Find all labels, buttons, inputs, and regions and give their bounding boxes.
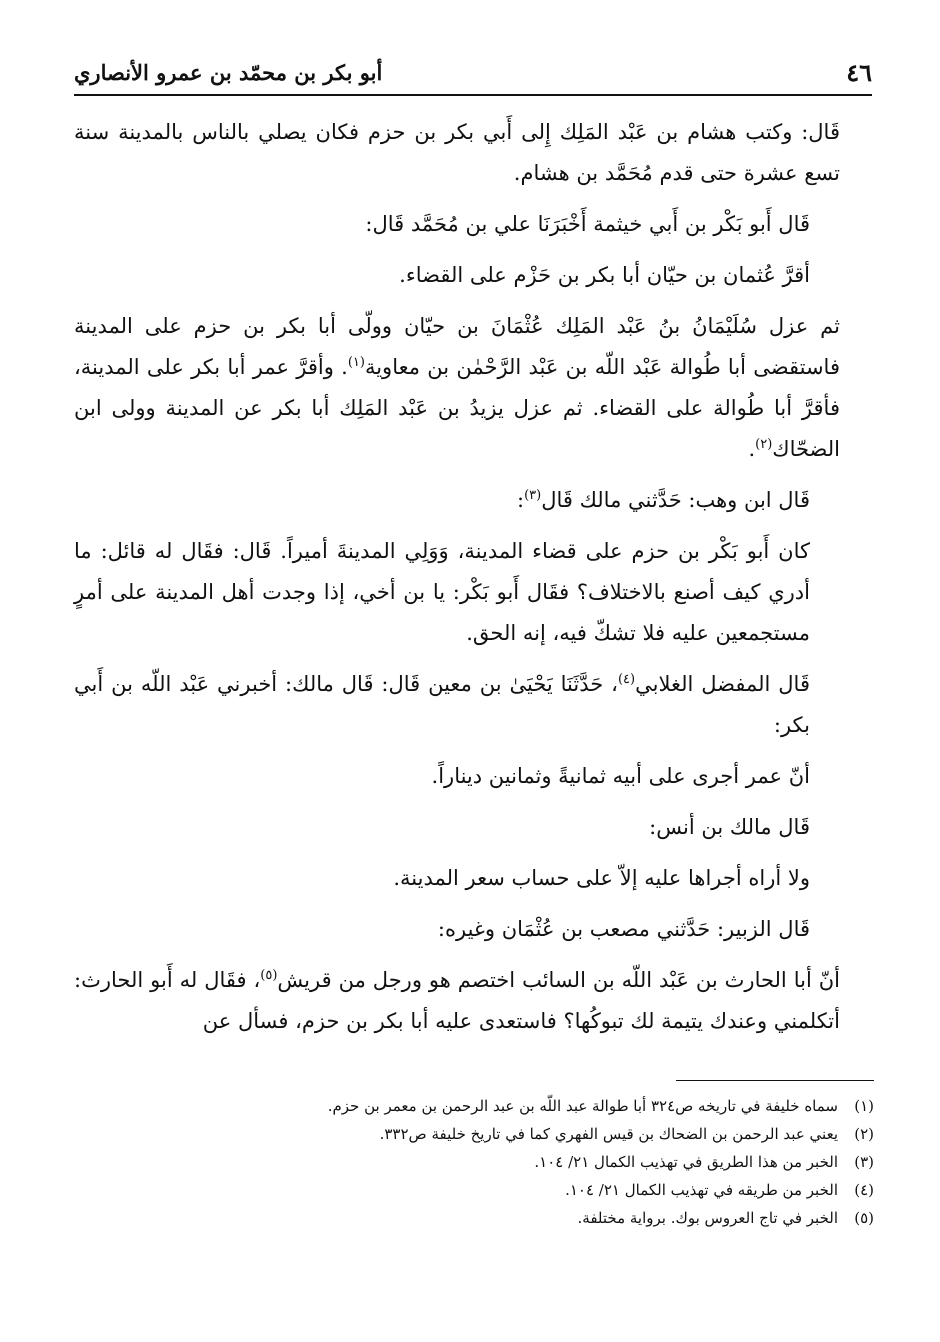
paragraph: أنّ أبا الحارث بن عَبْد اللّه بن السائب اختصم هو ورجل من قريش$^{(٥)}$، فقَال له أَبو الحارث: أتكلمني وعندك يتيمة لك تبوكُها؟ فاستعدى عليه أبا بكر بن حزم، فسأل عن (74, 968, 840, 1033)
page-header (74, 52, 872, 96)
footnote-ref: (٥) (260, 968, 278, 983)
page-number: ٤٦ (846, 58, 872, 87)
paragraph: أقرَّ عُثمان بن حيّان أبا بكر بن حَزْم على القضاء. (399, 263, 810, 287)
footnote-ref: (٣) (524, 488, 542, 503)
paragraph: قَال مالك بن أنس: (649, 815, 810, 839)
footnotes (74, 1092, 874, 1232)
running-title: أبو بكر بن محمّد بن عمرو الأنصاري (74, 60, 383, 85)
footnote: (١) سماه خليفة في تاريخه ص٣٢٤ أبا طوالة عبد اللّه بن عبد الرحمن بن معمر بن حزم. (327, 1097, 874, 1115)
paragraph: قَال: وكتب هشام بن عَبْد المَلِك إِلى أَبي بكر بن حزم فكان يصلي بالناس بالمدينة سنة تسع عشرة حتى قدم مُحَمَّد بن هشام. (74, 120, 840, 185)
paragraph: قَال الزبير: حَدَّثني مصعب بن عُثْمَان وغيره: (437, 917, 810, 941)
footnote: (٣) الخبر من هذا الطريق في تهذيب الكمال ٢١/ ١٠٤. (534, 1153, 874, 1171)
header-rule (74, 94, 872, 96)
footnote-ref: (٤) (617, 672, 636, 687)
main-text (74, 112, 872, 1052)
paragraph: ثم عزل سُلَيْمَانُ بنُ عَبْد المَلِك عُثْمَانَ بن حيّان وولّى أبا بكر بن حزم على المدينة فاستقضى أبا طُوالة عَبْد اللّه بن عَبْد الرَّحْمٰن بن معاوية$^{(١)}$. وأقرَّ عمر أبا بكر على المدينة، فأقرَّ أبا طُوالة على القضاء. ثم عزل يزيدُ بن عَبْد المَلِك أبا بكر عن المدينة وولى ابن الضحّاك$^{(٢)}$. (74, 314, 840, 461)
footnote-ref: (١) (347, 355, 365, 370)
footnote: (٢) يعني عبد الرحمن بن الضحاك بن قيس الفهري كما في تاريخ خليفة ص٣٣٢. (379, 1125, 874, 1143)
footnote: (٤) الخبر من طريقه في تهذيب الكمال ٢١/ ١٠٤. (565, 1181, 874, 1199)
paragraph: ولا أراه أجراها عليه إلاّ على حساب سعر المدينة. (393, 866, 810, 890)
paragraph: قَال أَبو بَكْر بن أَبي خيثمة أَخْبَرَنَا علي بن مُحَمَّد قَال: (365, 212, 810, 236)
paragraph: كان أَبو بَكْر بن حزم على قضاء المدينة، وَوَلِي المدينةَ أميراً. قَال: فقَال له قائل: ما أدري كيف أصنع بالاختلاف؟ فقَال أَبو بَكْر: يا بن أخي، إذا وجدت أهل المدينة على أمرٍ مستجمعين عليه فلا تشكّ فيه، إنه الحق. (74, 539, 810, 645)
paragraph: قَال ابن وهب: حَدَّثني مالك قَال$^{(٣)}$: (517, 488, 810, 512)
footnote-rule (676, 1080, 874, 1081)
paragraph: قَال المفضل الغلابي$^{(٤)}$، حَدَّثَنَا يَحْيَىٰ بن معين قَال: قَال مالك: أخبرني عَبْد اللّه بن أَبي بكر: (74, 672, 810, 737)
paragraph: أنّ عمر أجرى على أبيه ثمانيةً وثمانين ديناراً. (431, 764, 810, 788)
footnote: (٥) الخبر في تاج العروس بوك. برواية مختلفة. (577, 1209, 874, 1227)
footnote-ref: (٢) (755, 437, 773, 452)
